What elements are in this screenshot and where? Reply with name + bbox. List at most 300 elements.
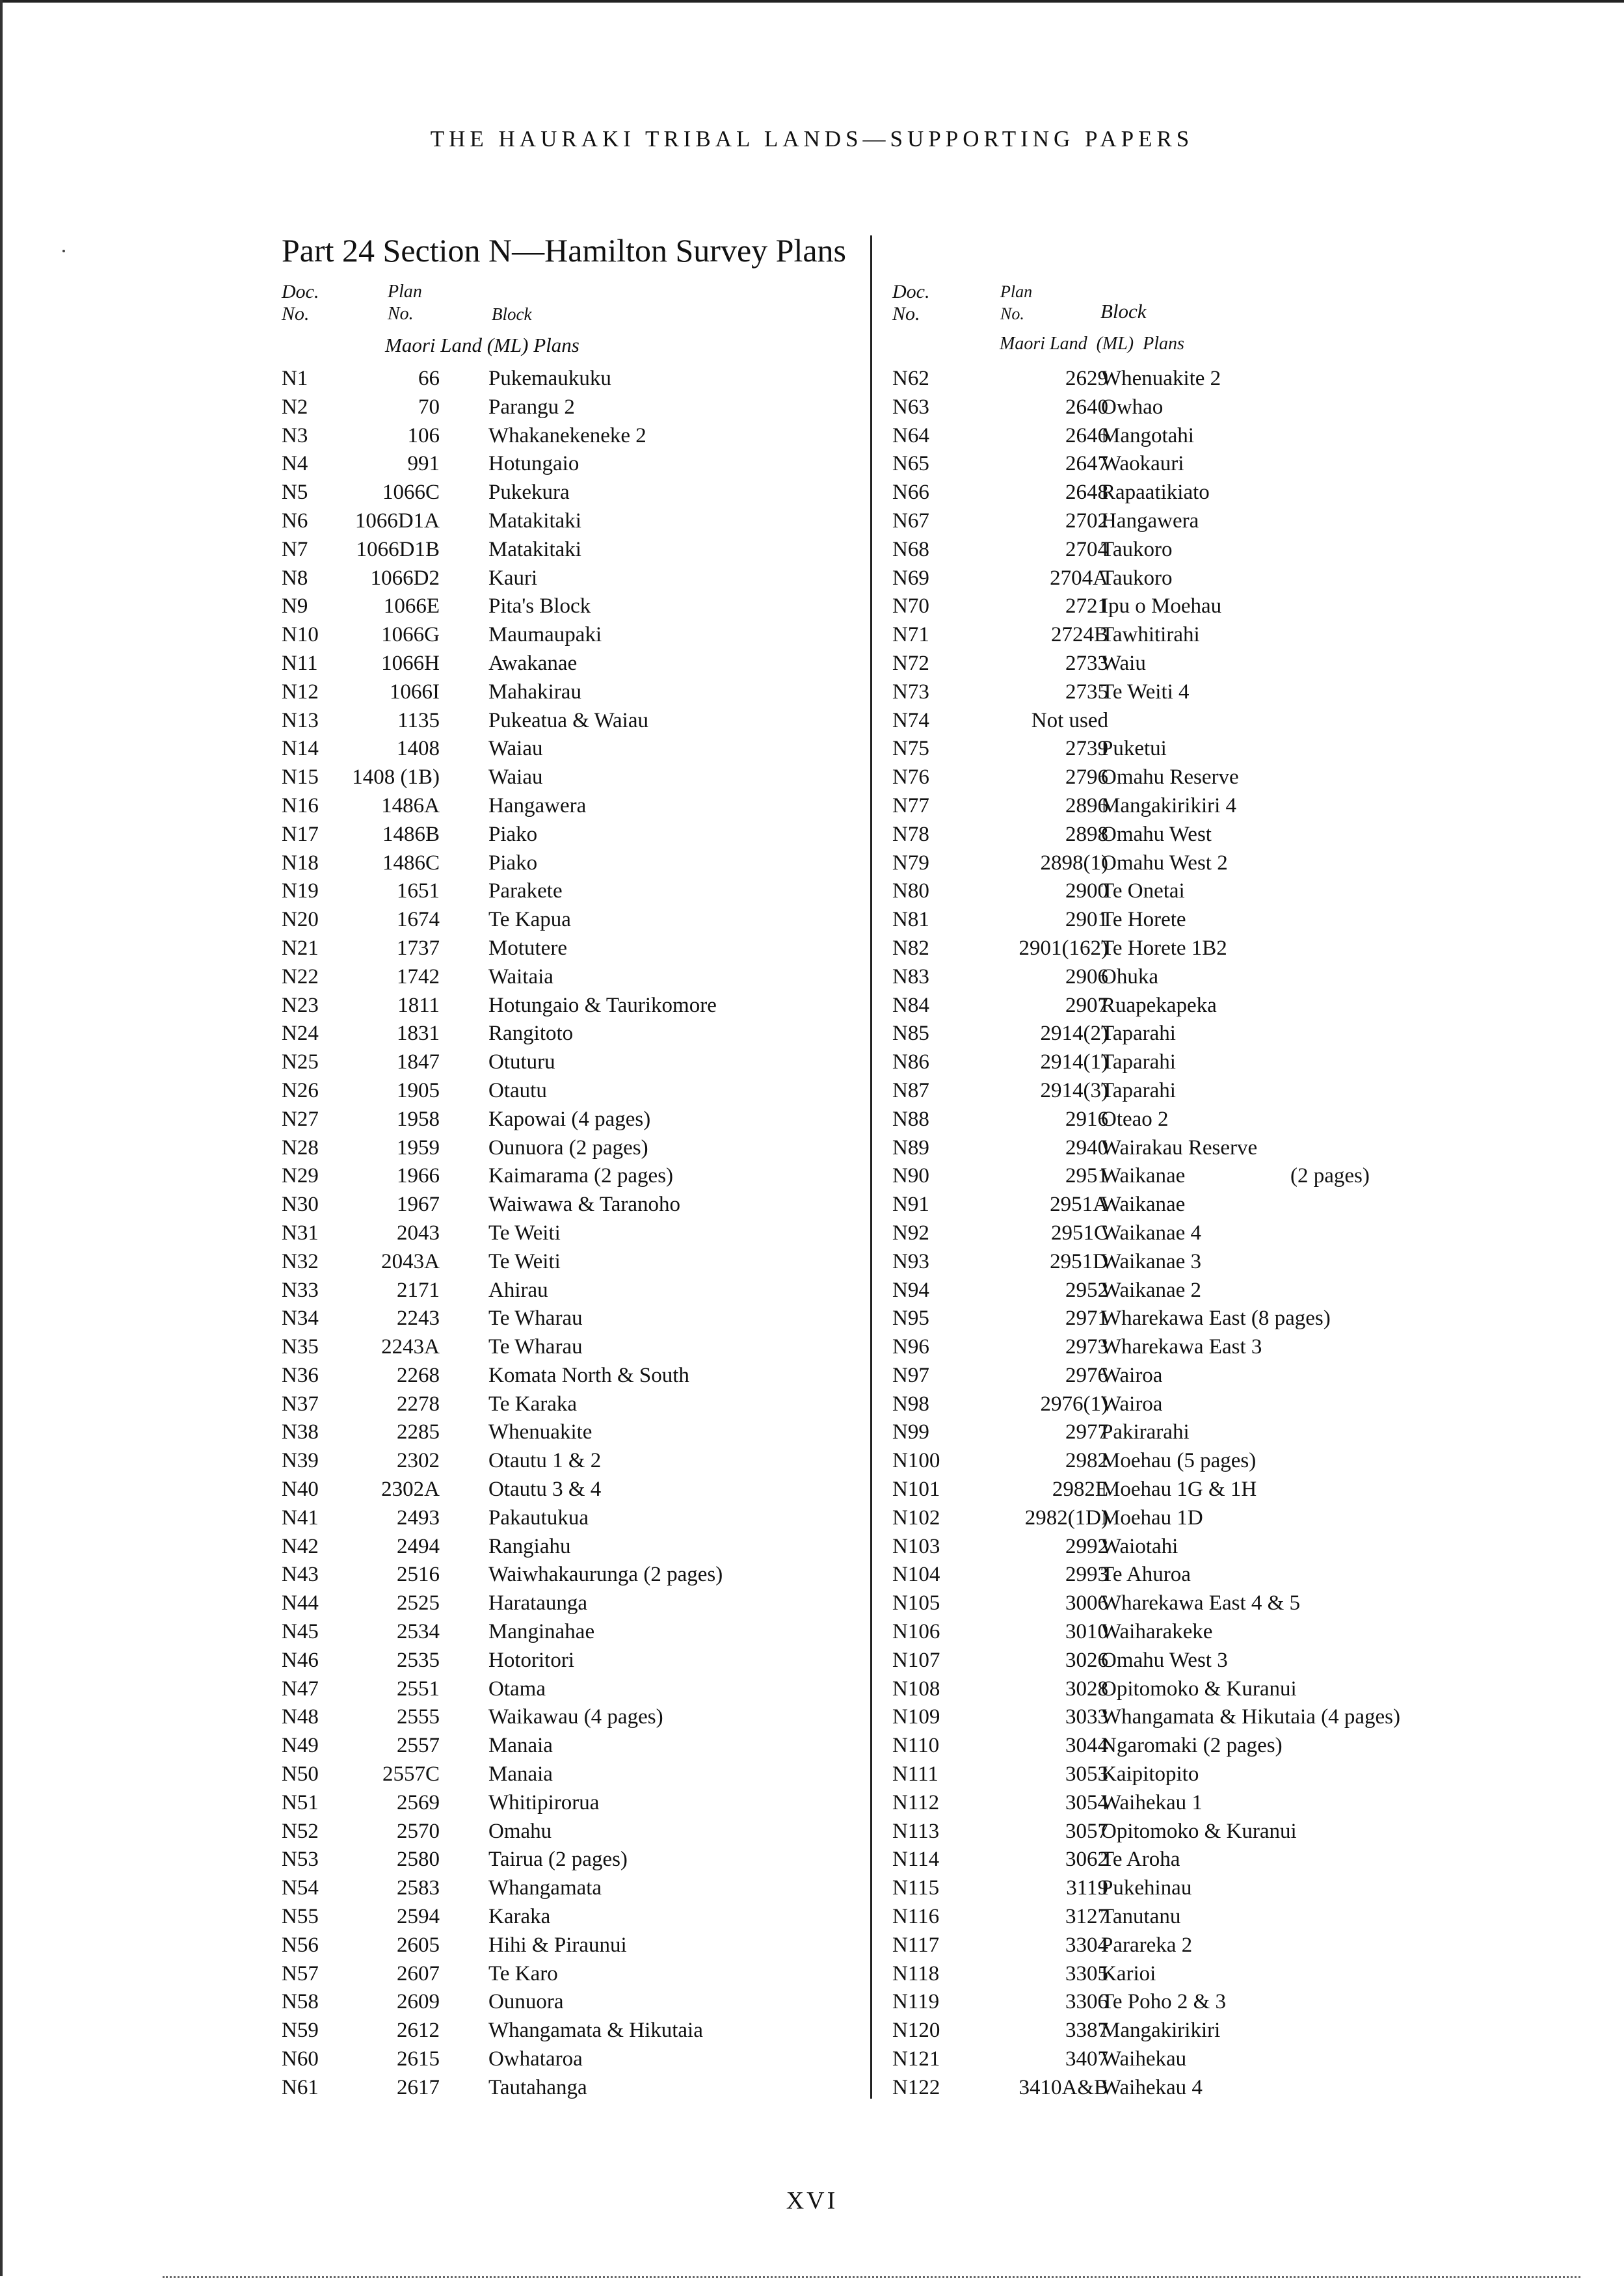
doc-number: N116 — [892, 1905, 940, 1929]
block-name: Parangu 2 — [488, 395, 575, 419]
block-name: Wairoa — [1101, 1392, 1163, 1416]
doc-number: N105 — [892, 1591, 940, 1615]
doc-number: N101 — [892, 1478, 940, 1502]
doc-number: N115 — [892, 1876, 940, 1900]
plan-number: 2285 — [397, 1420, 440, 1444]
block-name: Te Weiti — [488, 1221, 561, 1245]
plan-number: 3407 — [1065, 2047, 1108, 2071]
doc-number: N104 — [892, 1563, 940, 1587]
doc-number: N14 — [282, 737, 319, 761]
doc-number: N28 — [282, 1135, 319, 1160]
doc-number: N67 — [892, 509, 929, 533]
plan-number: 2992 — [1065, 1534, 1108, 1558]
doc-number: N122 — [892, 2075, 940, 2099]
block-name: Te Wharau — [488, 1335, 583, 1359]
doc-number: N102 — [892, 1506, 940, 1530]
doc-number: N9 — [282, 594, 308, 618]
plan-number: 2901(162) — [1018, 936, 1108, 960]
block-name: Kaimarama (2 pages) — [488, 1164, 674, 1188]
block-name: Taparahi — [1101, 1050, 1176, 1074]
left-subheading: Maori Land (ML) Plans — [385, 334, 579, 356]
block-name: Kapowai (4 pages) — [488, 1107, 651, 1131]
plan-number: 991 — [407, 452, 440, 476]
doc-number: N83 — [892, 964, 929, 989]
doc-number: N56 — [282, 1933, 319, 1957]
block-name: Motutere — [488, 936, 567, 960]
doc-number: N63 — [892, 395, 929, 419]
doc-number: N92 — [892, 1221, 929, 1245]
block-name: Ngaromaki (2 pages) — [1101, 1734, 1283, 1758]
doc-number: N103 — [892, 1534, 940, 1558]
plan-number: 70 — [418, 395, 440, 419]
plan-number: 2914(2) — [1040, 1022, 1108, 1046]
doc-number: N88 — [892, 1107, 929, 1131]
block-name: Waikanae — [1101, 1193, 1186, 1217]
doc-number: N77 — [892, 793, 929, 817]
doc-number: N15 — [282, 765, 319, 790]
plan-number: 2907 — [1065, 993, 1108, 1017]
block-name: Te Kapua — [488, 908, 571, 932]
plan-number: 2702 — [1065, 509, 1108, 533]
plan-number: 3119 — [1066, 1876, 1108, 1900]
block-name: Pita's Block — [488, 594, 591, 618]
plan-header-line-1: Plan — [1000, 282, 1033, 301]
doc-number: N17 — [282, 822, 319, 846]
doc-number: N47 — [282, 1677, 319, 1701]
block-name: Otautu 3 & 4 — [488, 1478, 602, 1502]
doc-number: N41 — [282, 1506, 319, 1530]
plan-number: 2971 — [1065, 1307, 1108, 1331]
block-name: Waiwhakaurunga (2 pages) — [488, 1563, 723, 1587]
block-name: Pukehinau — [1101, 1876, 1192, 1900]
doc-number: N69 — [892, 566, 929, 590]
plan-number: 2516 — [397, 1563, 440, 1587]
doc-number: N4 — [282, 452, 308, 476]
plan-number: 2982E — [1052, 1478, 1108, 1502]
plan-number: 2278 — [397, 1392, 440, 1416]
plan-number: 2268 — [397, 1363, 440, 1387]
doc-number: N93 — [892, 1249, 929, 1273]
plan-number: 2569 — [397, 1790, 440, 1814]
block-name: Moehau 1G & 1H — [1101, 1478, 1257, 1502]
block-name: Waokauri — [1101, 452, 1184, 476]
doc-number: N96 — [892, 1335, 929, 1359]
doc-number: N64 — [892, 423, 929, 447]
plan-number: 1737 — [397, 936, 440, 960]
plan-number: 2733 — [1065, 651, 1108, 675]
block-name: Hihi & Piraunui — [488, 1933, 627, 1957]
plan-number: 2973 — [1065, 1335, 1108, 1359]
block-name: Te Weiti — [488, 1249, 561, 1273]
plan-number: 2612 — [397, 2019, 440, 2043]
doc-number: N84 — [892, 993, 929, 1017]
plan-number: 2982 — [1065, 1449, 1108, 1473]
doc-number: N39 — [282, 1449, 319, 1473]
doc-number: N23 — [282, 993, 319, 1017]
doc-number: N16 — [282, 793, 319, 817]
doc-number: N11 — [282, 651, 318, 675]
plan-number: 1847 — [397, 1050, 440, 1074]
block-name: Piako — [488, 851, 538, 875]
doc-number: N118 — [892, 1961, 940, 1985]
plan-number: 2724B — [1050, 623, 1108, 647]
block-name: Pakirarahi — [1101, 1420, 1190, 1444]
block-name: Ounuora (2 pages) — [488, 1135, 648, 1160]
plan-number: 1066G — [381, 623, 440, 647]
doc-header-line-2: No. — [892, 303, 920, 325]
doc-number: N34 — [282, 1307, 319, 1331]
plan-number: 3053 — [1065, 1762, 1108, 1786]
doc-number: N30 — [282, 1193, 319, 1217]
doc-number: N71 — [892, 623, 929, 647]
block-name: Waikawau (4 pages) — [488, 1705, 663, 1729]
doc-number: N58 — [282, 1990, 319, 2014]
plan-number: 2982(1D) — [1024, 1506, 1108, 1530]
block-name: Wairakau Reserve — [1101, 1135, 1258, 1160]
block-name: Mangotahi — [1101, 423, 1194, 447]
doc-number: N24 — [282, 1022, 319, 1046]
block-name: Waihekau — [1101, 2047, 1187, 2071]
block-name: Komata North & South — [488, 1363, 689, 1387]
doc-number: N53 — [282, 1848, 319, 1872]
doc-number: N94 — [892, 1278, 929, 1302]
doc-number: N6 — [282, 509, 308, 533]
block-name: Maumaupaki — [488, 623, 602, 647]
doc-number: N3 — [282, 423, 308, 447]
plan-number: 2617 — [397, 2075, 440, 2099]
doc-number: N44 — [282, 1591, 319, 1615]
plan-number: 2900 — [1065, 879, 1108, 903]
plan-number: 2940 — [1065, 1135, 1108, 1160]
doc-number: N85 — [892, 1022, 929, 1046]
block-name: Whitipirorua — [488, 1790, 600, 1814]
plan-header-line-1: Plan — [388, 282, 422, 302]
doc-header-line-2: No. — [282, 303, 310, 325]
block-name: Whangamata & Hikutaia (4 pages) — [1101, 1705, 1400, 1729]
right-block-header — [1100, 300, 1147, 323]
doc-header-line-1: Doc. — [892, 281, 930, 302]
block-name: Waikanae 3 — [1101, 1249, 1202, 1273]
block-name: Rangitoto — [488, 1022, 574, 1046]
block-name: Pakautukua — [488, 1506, 589, 1530]
doc-number: N79 — [892, 851, 929, 875]
plan-number: 2494 — [397, 1534, 440, 1558]
plan-number: 2901 — [1065, 908, 1108, 932]
plan-number: 2648 — [1065, 481, 1108, 505]
block-name: Ipu o Moehau — [1101, 594, 1222, 618]
doc-number: N109 — [892, 1705, 940, 1729]
doc-number: N70 — [892, 594, 929, 618]
plan-header-line-2: No. — [388, 304, 414, 324]
plan-number: 2906 — [1065, 964, 1108, 989]
block-name: Puketui — [1101, 737, 1167, 761]
block-name: Te Horete — [1101, 908, 1186, 932]
doc-number: N90 — [892, 1164, 929, 1188]
right-doc-no-header — [892, 281, 929, 325]
plan-number: 1831 — [397, 1022, 440, 1046]
doc-number: N37 — [282, 1392, 319, 1416]
plan-number: 2916 — [1065, 1107, 1108, 1131]
doc-number: N26 — [282, 1078, 319, 1102]
block-name: Waiau — [488, 765, 543, 790]
plan-number: 1967 — [397, 1193, 440, 1217]
plan-number: 2898 — [1065, 822, 1108, 846]
block-name: Te Weiti 4 — [1101, 680, 1190, 704]
block-name: Ounuora — [488, 1990, 564, 2014]
block-name: Whangamata — [488, 1876, 602, 1900]
page-count: (2 pages) — [1290, 1164, 1370, 1188]
block-name: Kaipitopito — [1101, 1762, 1199, 1786]
block-name: Parakete — [488, 879, 563, 903]
block-name: Pukemaukuku — [488, 367, 611, 390]
plan-number: 2534 — [397, 1620, 440, 1644]
block-name: Waikanae — [1101, 1164, 1186, 1188]
doc-header-line-1: Doc. — [282, 281, 319, 302]
plan-number: 2043A — [381, 1249, 440, 1273]
block-name: Taukoro — [1101, 566, 1173, 590]
doc-number: N97 — [892, 1363, 929, 1387]
plan-number: 2640 — [1065, 395, 1108, 419]
running-head: THE HAURAKI TRIBAL LANDS—SUPPORTING PAPERS — [430, 126, 1194, 152]
block-name: Waikanae 4 — [1101, 1221, 1202, 1245]
doc-number: N25 — [282, 1050, 319, 1074]
plan-number: 66 — [418, 367, 440, 390]
doc-number: N91 — [892, 1193, 929, 1217]
block-name: Mahakirau — [488, 680, 581, 704]
plan-number: 2647 — [1065, 452, 1108, 476]
doc-number: N49 — [282, 1734, 319, 1758]
plan-number: 1742 — [397, 964, 440, 989]
doc-number: N18 — [282, 851, 319, 875]
block-name: Matakitaki — [488, 509, 581, 533]
block-name: Omahu West — [1101, 822, 1212, 846]
plan-number: 1408 (1B) — [352, 765, 440, 790]
plan-number: 3026 — [1065, 1648, 1108, 1672]
plan-number: Not used — [1031, 708, 1108, 732]
doc-number: N120 — [892, 2019, 940, 2043]
part-title: Part 24 Section N—Hamilton Survey Plans — [282, 232, 846, 269]
plan-number: 2735 — [1065, 680, 1108, 704]
plan-number: 2525 — [397, 1591, 440, 1615]
block-name: Owhataroa — [488, 2047, 583, 2071]
doc-number: N121 — [892, 2047, 940, 2071]
plan-number: 2951D — [1050, 1249, 1108, 1273]
block-name: Te Ahuroa — [1101, 1563, 1191, 1587]
plan-number: 1811 — [397, 993, 440, 1017]
plan-number: 2721 — [1065, 594, 1108, 618]
plan-number: 2605 — [397, 1933, 440, 1957]
plan-header-line-2: No. — [1000, 304, 1024, 323]
block-name: Ruapekapeka — [1101, 993, 1217, 1017]
block-name: Parareka 2 — [1101, 1933, 1193, 1957]
block-name: Mangakirikiri 4 — [1101, 793, 1237, 817]
block-header-text: Block — [1100, 300, 1147, 323]
block-name: Wharekawa East 3 — [1101, 1335, 1262, 1359]
plan-number: 2951 — [1065, 1164, 1108, 1188]
block-name: Waiotahi — [1101, 1534, 1178, 1558]
block-name: Matakitaki — [488, 537, 581, 561]
block-name: Waihekau 4 — [1101, 2075, 1203, 2099]
block-name: Hangawera — [488, 793, 587, 817]
doc-number: N29 — [282, 1164, 319, 1188]
block-name: Wharekawa East 4 & 5 — [1101, 1591, 1301, 1615]
doc-number: N87 — [892, 1078, 929, 1102]
doc-number: N108 — [892, 1677, 940, 1701]
block-name: Otama — [488, 1677, 546, 1701]
plan-number: 2557C — [382, 1762, 440, 1786]
block-name: Tairua (2 pages) — [488, 1848, 628, 1872]
doc-number: N48 — [282, 1705, 319, 1729]
plan-number: 2976(1) — [1040, 1392, 1108, 1416]
doc-number: N13 — [282, 708, 319, 732]
top-border-rule — [0, 0, 1624, 3]
plan-number: 3010 — [1065, 1620, 1108, 1644]
block-name: Kauri — [488, 566, 538, 590]
block-name: Te Karaka — [488, 1392, 578, 1416]
doc-number: N5 — [282, 481, 308, 505]
plan-number: 1066H — [381, 651, 440, 675]
block-name: Opitomoko & Kuranui — [1101, 1819, 1297, 1843]
doc-number: N57 — [282, 1961, 319, 1985]
left-block-header — [492, 303, 531, 325]
block-name: Taparahi — [1101, 1022, 1176, 1046]
plan-number: 2583 — [397, 1876, 440, 1900]
doc-number: N113 — [892, 1819, 940, 1843]
doc-number: N31 — [282, 1221, 319, 1245]
block-name: Waiharakeke — [1101, 1620, 1213, 1644]
block-name: Te Onetai — [1101, 879, 1185, 903]
block-name: Hotungaio — [488, 452, 579, 476]
plan-number: 3305 — [1065, 1961, 1108, 1985]
plan-number: 2243A — [381, 1335, 440, 1359]
block-name: Waiwawa & Taranoho — [488, 1193, 680, 1217]
doc-number: N22 — [282, 964, 319, 989]
doc-number: N98 — [892, 1392, 929, 1416]
doc-number: N65 — [892, 452, 929, 476]
plan-number: 1066I — [390, 680, 440, 704]
doc-number: N72 — [892, 651, 929, 675]
doc-number: N82 — [892, 936, 929, 960]
plan-number: 2615 — [397, 2047, 440, 2071]
left-plan-no-header — [388, 281, 422, 325]
bottom-border-rule — [163, 2276, 1580, 2278]
left-border-rule — [0, 0, 3, 2276]
plan-number: 1066C — [382, 481, 440, 505]
plan-number: 2609 — [397, 1990, 440, 2014]
block-name: Omahu — [488, 1819, 552, 1843]
plan-number: 106 — [407, 423, 440, 447]
plan-number: 2570 — [397, 1819, 440, 1843]
plan-number: 2555 — [397, 1705, 440, 1729]
block-name: Whangamata & Hikutaia — [488, 2019, 703, 2043]
left-doc-no-header — [282, 281, 319, 325]
block-name: Otuturu — [488, 1050, 555, 1074]
block-name: Awakanae — [488, 651, 578, 675]
doc-number: N68 — [892, 537, 929, 561]
block-name: Karioi — [1101, 1961, 1156, 1985]
doc-number: N119 — [892, 1990, 940, 2014]
block-name: Otautu 1 & 2 — [488, 1449, 602, 1473]
doc-number: N66 — [892, 481, 929, 505]
plan-number: 3033 — [1065, 1705, 1108, 1729]
block-name: Moehau (5 pages) — [1101, 1449, 1257, 1473]
doc-number: N100 — [892, 1449, 940, 1473]
right-subheading: Maori Land (ML) Plans — [1000, 334, 1184, 354]
doc-number: N80 — [892, 879, 929, 903]
block-name: Waiau — [488, 737, 543, 761]
scan-speck — [62, 250, 65, 252]
plan-number: 3057 — [1065, 1819, 1108, 1843]
doc-number: N8 — [282, 566, 308, 590]
doc-number: N59 — [282, 2019, 319, 2043]
doc-number: N20 — [282, 908, 319, 932]
doc-number: N38 — [282, 1420, 319, 1444]
doc-number: N110 — [892, 1734, 940, 1758]
plan-number: 2739 — [1065, 737, 1108, 761]
block-name: Harataunga — [488, 1591, 588, 1615]
block-name: Moehau 1D — [1101, 1506, 1203, 1530]
doc-number: N74 — [892, 708, 929, 732]
plan-number: 3006 — [1065, 1591, 1108, 1615]
plan-number: 1651 — [397, 879, 440, 903]
doc-number: N78 — [892, 822, 929, 846]
doc-number: N112 — [892, 1790, 940, 1814]
doc-number: N89 — [892, 1135, 929, 1160]
doc-number: N95 — [892, 1307, 929, 1331]
doc-number: N45 — [282, 1620, 319, 1644]
plan-number: 2580 — [397, 1848, 440, 1872]
block-name: Tanutanu — [1101, 1905, 1181, 1929]
plan-number: 1486C — [382, 851, 440, 875]
plan-number: 2493 — [397, 1506, 440, 1530]
plan-number: 2704A — [1050, 566, 1108, 590]
plan-number: 2043 — [397, 1221, 440, 1245]
block-name: Hotoritori — [488, 1648, 574, 1672]
plan-number: 1066D1B — [356, 537, 440, 561]
doc-number: N107 — [892, 1648, 940, 1672]
block-name: Manginahae — [488, 1620, 595, 1644]
block-name: Hangawera — [1101, 509, 1199, 533]
plan-number: 2898(1) — [1040, 851, 1108, 875]
block-name: Omahu West 2 — [1101, 851, 1228, 875]
block-name: Wairoa — [1101, 1363, 1163, 1387]
block-name: Waihekau 1 — [1101, 1790, 1203, 1814]
doc-number: N106 — [892, 1620, 940, 1644]
plan-number: 2535 — [397, 1648, 440, 1672]
block-name: Mangakirikiri — [1101, 2019, 1221, 2043]
block-name: Ahirau — [488, 1278, 548, 1302]
plan-number: 3304 — [1065, 1933, 1108, 1957]
block-name: Pukeatua & Waiau — [488, 708, 649, 732]
plan-number: 2302 — [397, 1449, 440, 1473]
plan-number: 1066D2 — [370, 566, 440, 590]
plan-number: 3028 — [1065, 1677, 1108, 1701]
plan-number: 2646 — [1065, 423, 1108, 447]
plan-number: 2302A — [381, 1478, 440, 1502]
plan-number: 1674 — [397, 908, 440, 932]
block-name: Wharekawa East (8 pages) — [1101, 1307, 1331, 1331]
plan-number: 2952 — [1065, 1278, 1108, 1302]
doc-number: N36 — [282, 1363, 319, 1387]
block-name: Taparahi — [1101, 1078, 1176, 1102]
plan-number: 3410A&B — [1018, 2075, 1108, 2099]
block-name: Karaka — [488, 1905, 551, 1929]
block-name: Taukoro — [1101, 537, 1173, 561]
block-name: Waitaia — [488, 964, 553, 989]
block-name: Otautu — [488, 1078, 547, 1102]
plan-number: 2914(1) — [1040, 1050, 1108, 1074]
page-number: XVI — [786, 2187, 838, 2214]
